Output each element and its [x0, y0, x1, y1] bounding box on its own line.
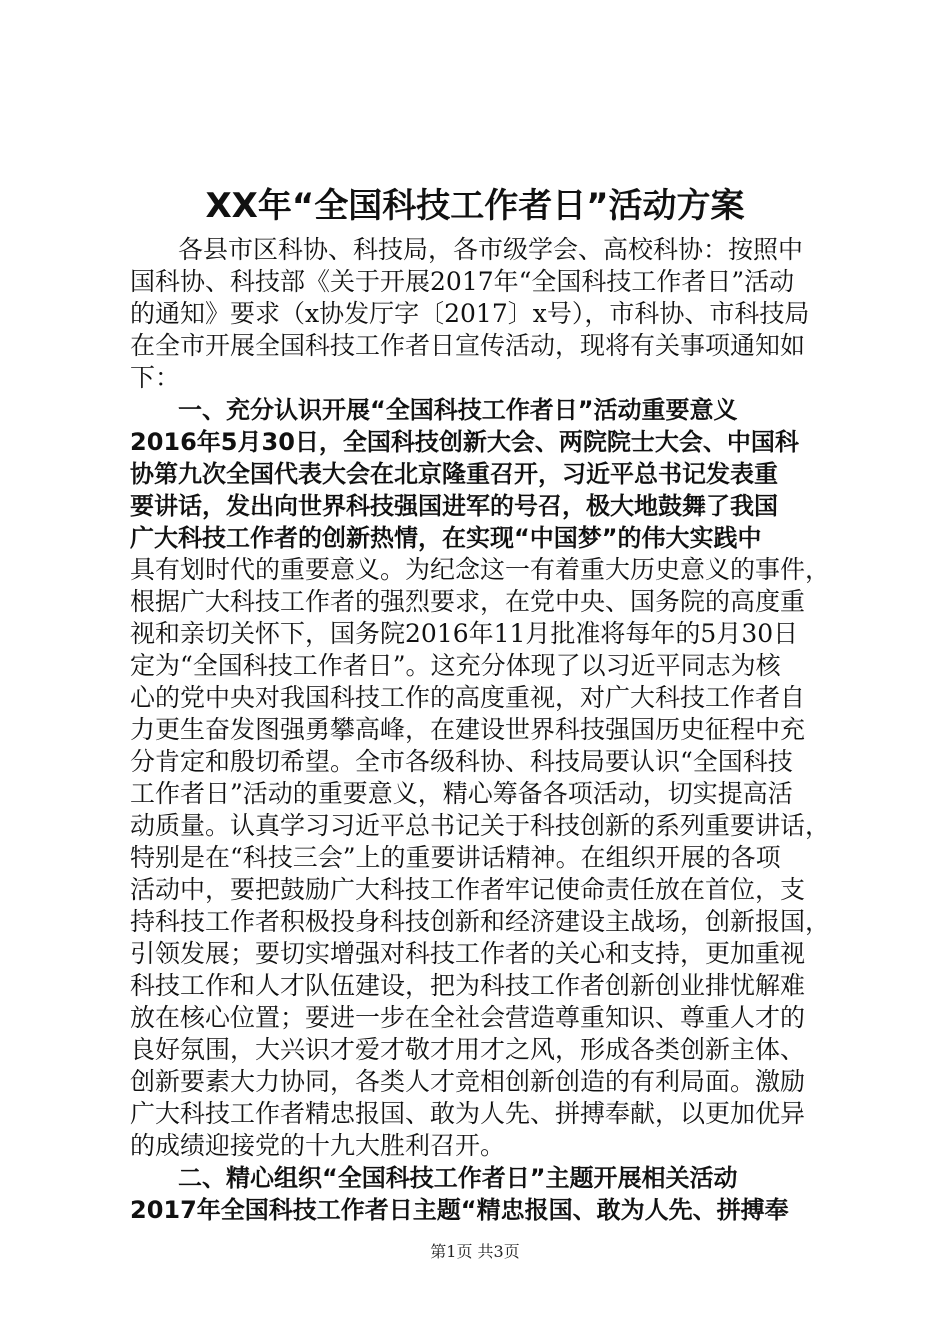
paragraph-line: 的通知》要求（x协发厅字〔2017〕x号），市科协、市科技局 [130, 299, 810, 328]
paragraph-line-bold: 广大科技工作者的创新热情，在实现“中国梦”的伟大实践中 [130, 524, 762, 552]
paragraph-line: 视和亲切关怀下，国务院2016年11月批准将每年的5月30日 [130, 619, 799, 648]
section-heading-1: 一、充分认识开展“全国科技工作者日”活动重要意义 [178, 396, 738, 424]
paragraph-line: 下： [130, 363, 181, 392]
paragraph-line: 定为“全国科技工作者日”。这充分体现了以习近平同志为核 [130, 651, 781, 680]
paragraph-line: 创新要素大力协同，各类人才竞相创新创造的有利局面。激励 [130, 1067, 806, 1096]
section-heading-2: 二、精心组织“全国科技工作者日”主题开展相关活动 [178, 1164, 738, 1192]
paragraph-line: 持科技工作者积极投身科技创新和经济建设主战场，创新报国， [130, 907, 830, 936]
paragraph-line: 活动中，要把鼓励广大科技工作者牢记使命责任放在首位，支 [130, 875, 806, 904]
paragraph-line: 在全市开展全国科技工作者日宣传活动，现将有关事项通知如 [130, 331, 806, 360]
paragraph-line: 良好氛围，大兴识才爱才敬才用才之风，形成各类创新主体、 [130, 1035, 806, 1064]
paragraph-line: 广大科技工作者精忠报国、敢为人先、拼搏奉献，以更加优异 [130, 1099, 806, 1128]
paragraph-line: 科技工作和人才队伍建设，把为科技工作者创新创业排忧解难 [130, 971, 806, 1000]
paragraph-line: 国科协、科技部《关于开展2017年“全国科技工作者日”活动 [130, 267, 795, 296]
paragraph-line: 特别是在“科技三会”上的重要讲话精神。在组织开展的各项 [130, 843, 781, 872]
paragraph-line: 心的党中央对我国科技工作的高度重视，对广大科技工作者自 [130, 683, 806, 712]
paragraph-line-bold: 2016年5月30日，全国科技创新大会、两院院士大会、中国科 [130, 428, 799, 456]
paragraph-line-bold: 协第九次全国代表大会在北京隆重召开，习近平总书记发表重 [130, 460, 778, 488]
paragraph-line: 分肯定和殷切希望。全市各级科协、科技局要认识“全国科技 [130, 747, 793, 776]
document-body [130, 234, 830, 1226]
paragraph-line-bold: 2017年全国科技工作者日主题“精忠报国、敢为人先、拼搏奉 [130, 1196, 789, 1224]
paragraph-line: 具有划时代的重要意义。为纪念这一有着重大历史意义的事件， [130, 555, 830, 584]
paragraph-line-bold: 要讲话，发出向世界科技强国进军的号召，极大地鼓舞了我国 [130, 492, 778, 520]
paragraph-line: 力更生奋发图强勇攀高峰，在建设世界科技强国历史征程中充 [130, 715, 806, 744]
paragraph-line: 动质量。认真学习习近平总书记关于科技创新的系列重要讲话， [130, 811, 830, 840]
page-number-footer: 第1页 共3页 [430, 1242, 520, 1261]
page-title: XX年“全国科技工作者日”活动方案 [205, 186, 745, 226]
paragraph-line: 工作者日”活动的重要意义，精心筹备各项活动，切实提高活 [130, 779, 793, 808]
paragraph-line: 引领发展；要切实增强对科技工作者的关心和支持，更加重视 [130, 939, 806, 968]
paragraph-line: 的成绩迎接党的十九大胜利召开。 [130, 1131, 506, 1160]
paragraph-line: 根据广大科技工作者的强烈要求，在党中央、国务院的高度重 [130, 587, 806, 616]
paragraph-line: 放在核心位置；要进一步在全社会营造尊重知识、尊重人才的 [130, 1003, 806, 1032]
paragraph-line: 各县市区科协、科技局，各市级学会、高校科协：按照中 [178, 235, 804, 264]
